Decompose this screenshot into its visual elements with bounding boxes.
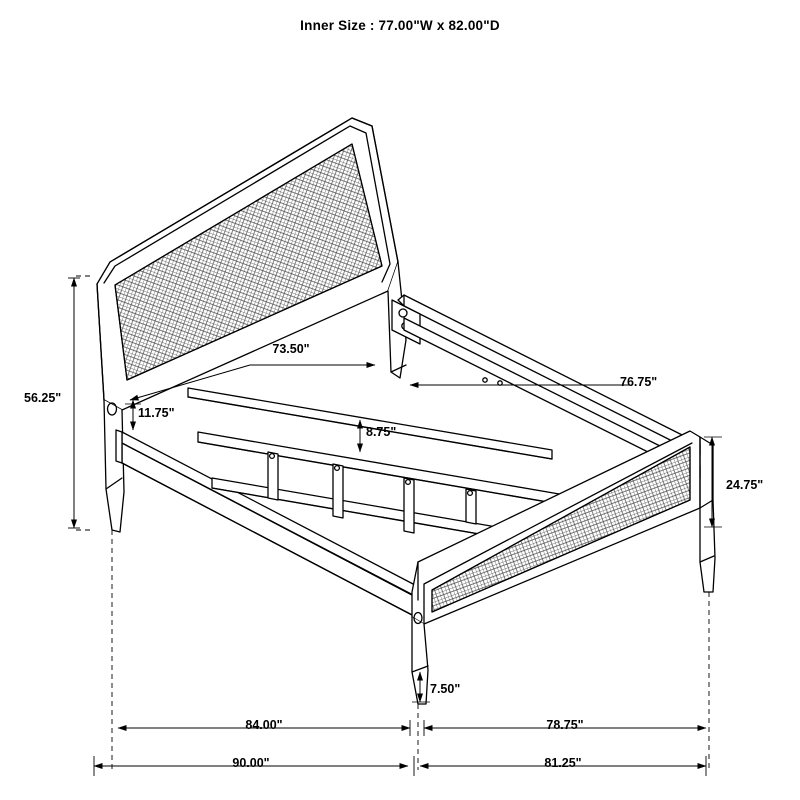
page-title: Inner Size : 77.00"W x 82.00"D [300,18,500,33]
dimension-label-overall-right-span: 81.25" [544,756,582,770]
dimension-label-headboard-lower-clearance: 11.75" [138,406,175,420]
dimension-label-depth-front-segment: 84.00" [245,718,283,732]
dimension-label-headboard-panel-width: 73.50" [272,342,310,356]
dimension-label-depth-rear-segment: 78.75" [546,718,584,732]
dimension-label-footboard-height: 24.75" [726,478,764,492]
dimension-label-overall-left-span: 90.00" [232,756,270,770]
dimension-label-side-rail-length: 76.75" [620,375,658,389]
dimension-label-slat-support-height: 8.75" [366,425,397,439]
dimension-label-footboard-ground-clearance: 7.50" [430,682,461,696]
dimension-label-headboard-height: 56.25" [24,391,62,405]
